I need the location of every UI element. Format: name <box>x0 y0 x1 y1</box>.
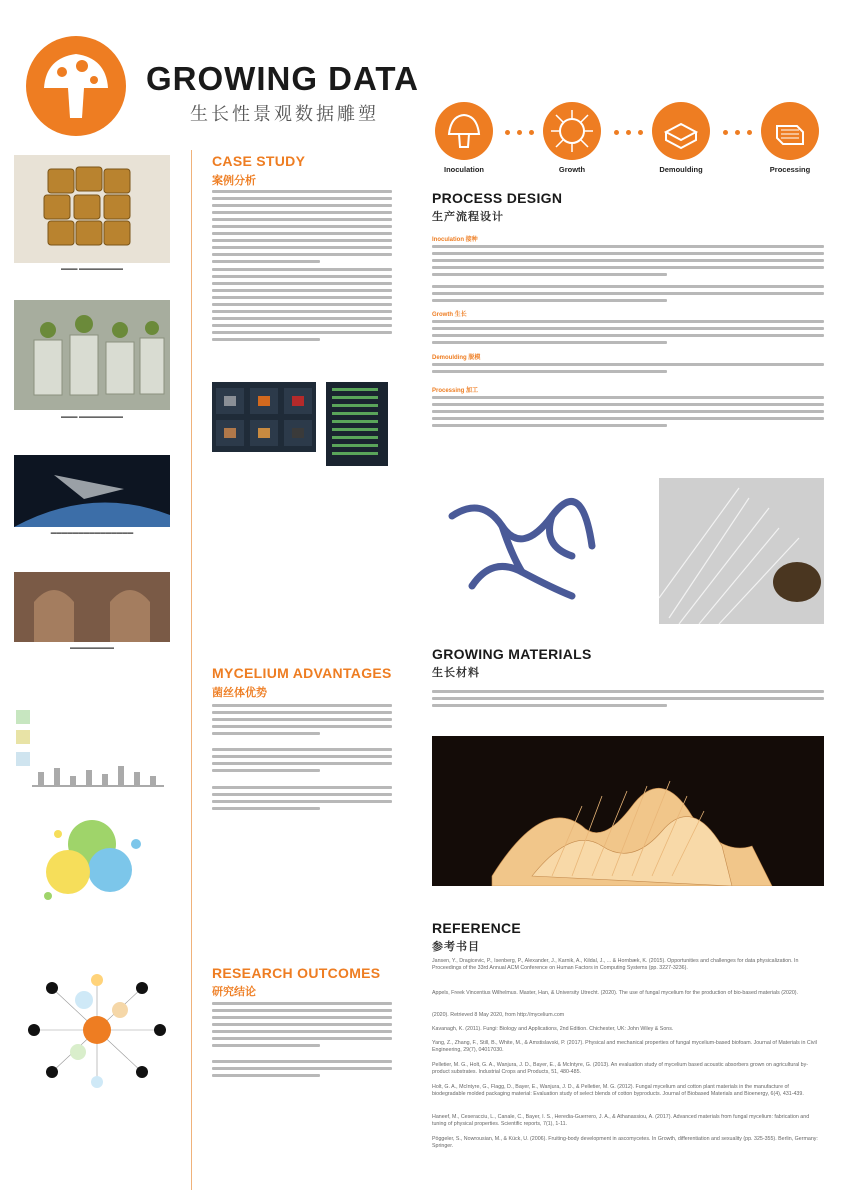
process-design-subtitle: 生产流程设计 <box>432 211 504 223</box>
research-text-2 <box>212 1060 392 1081</box>
step-label-processing: Processing <box>769 165 811 174</box>
caption-3: ▬▬▬▬▬▬▬▬▬▬▬▬▬▬▬ <box>50 530 134 536</box>
reference-title: REFERENCE <box>432 920 522 936</box>
column-divider <box>191 150 192 1190</box>
page-subtitle: 生长性景观数据雕塑 <box>190 104 379 124</box>
growing-materials-title: GROWING MATERIALS <box>432 646 592 662</box>
inoculation-text <box>432 245 824 280</box>
mycelium-title: MYCELIUM ADVANTAGES <box>212 665 392 681</box>
image-mycelium-threads <box>659 478 824 624</box>
mycelium-text <box>212 704 392 739</box>
caption-2: ▬▬▬ ▬▬▬▬▬▬▬▬ <box>60 414 124 420</box>
reference-item: Pelletier, M. G., Holt, G. A., Wanjura, J. D., Bayer, E., & McIntyre, G. (2013). An evaluation study of mycelium based acoustic absorbers grown on agricultural by-product substrates. Industrial Crops and Products, 51, 480-485. <box>432 1062 809 1075</box>
growing-materials-text <box>432 690 824 711</box>
mushroom-logo <box>26 36 126 136</box>
image-mycelium-cubes <box>14 155 170 263</box>
mould-block-icon <box>652 102 710 160</box>
research-text <box>212 1002 392 1051</box>
case-study-text-2 <box>212 268 392 345</box>
reference-item: (2020). Retrieved 8 May 2020, from http://mycelium.com <box>432 1012 565 1018</box>
image-mycelium-microscope <box>432 476 608 624</box>
research-subtitle: 研究结论 <box>212 986 256 998</box>
reference-item: Kavanagh, K. (2011). Fungi: Biology and Applications, 2nd Edition. Chichester, UK: John Wiley & Sons. <box>432 1026 674 1032</box>
growing-materials-subtitle: 生长材料 <box>432 667 480 679</box>
reference-item: Appels, Freek Vincentius Wilhelmus. Master, Han, & University Utrecht. (2020). The use of fungal mycelium for the production of bio-based materials (2020). <box>432 990 799 996</box>
page-title: GROWING DATA <box>146 60 419 97</box>
demoulding-text <box>432 363 824 377</box>
research-title: RESEARCH OUTCOMES <box>212 965 381 981</box>
step-label-inoculation: Inoculation <box>444 165 484 174</box>
inoculation-text-2 <box>432 285 824 306</box>
process-design-title: PROCESS DESIGN <box>432 190 563 206</box>
image-sculpture <box>432 736 824 886</box>
case-study-subtitle: 案例分析 <box>212 175 256 187</box>
image-mycelium-chart <box>14 702 170 802</box>
research-network-diagram <box>22 970 172 1090</box>
growth-text <box>432 320 824 348</box>
sub-processing: Processing 加工 <box>432 388 479 394</box>
screenshot-data-list <box>326 382 388 466</box>
mycelium-text-3 <box>212 786 392 814</box>
reference-item: Jansen, Y., Dragicevic, P., Isenberg, P., Alexander, J., Karnik, A., Kildal, J., ... & Hornbæk, K. (2015). Opportunities and challenges for data physicalization. In Proceedings of the 33rd Annual ACM Conference on Human Factors in Computing Systems (pp. 3227-3236). <box>432 958 799 971</box>
case-study-title: CASE STUDY <box>212 153 306 169</box>
case-study-text <box>212 190 392 267</box>
reference-item: Pöggeler, S., Nowrousian, M., & Kück, U. (2006). Fruiting-body development in ascomycetes. In Growth, differentiation and sexuality (pp. 325-355). Berlin, Germany: Springer. <box>432 1136 818 1149</box>
step-label-demoulding: Demoulding <box>659 165 703 174</box>
processing-text <box>432 396 824 431</box>
reference-item: Haneef, M., Ceseracciu, L., Canale, C., Bayer, I. S., Heredia-Guerrero, J. A., & Athanassiou, A. (2017). Advanced materials from fungal mycelium: fabrication and tuning of physical properties. Scientific reports, 7(1), 1-11. <box>432 1114 810 1127</box>
mycelium-subtitle: 菌丝体优势 <box>212 687 267 699</box>
sub-inoculation: Inoculation 接种 <box>432 237 478 243</box>
mycelium-network-icon <box>543 102 601 160</box>
reference-subtitle: 参考书目 <box>432 941 480 953</box>
image-spaceship-earth <box>14 455 170 527</box>
processed-block-icon <box>761 102 819 160</box>
screenshot-3d-models <box>212 382 316 452</box>
venn-diagram <box>22 812 162 912</box>
reference-item: Holt, G. A., McIntyre, G., Flagg, D., Bayer, E., Wanjura, J. D., & Pelletier, M. G. (2012). Fungal mycelium and cotton plant materials in the manufacture of biodegradable molded packaging material: Evaluation study of select blends of cotton byproducts. Journal of Biobased Materials and Bioenergy, 6(4), 431-439. <box>432 1084 804 1097</box>
mushroom-icon <box>435 102 493 160</box>
caption-4: ▬▬▬▬▬▬▬▬ <box>70 645 114 651</box>
image-growth-jars <box>14 300 170 410</box>
image-cathedral <box>14 572 170 642</box>
caption-1: ▬▬▬ ▬▬▬▬▬▬▬▬ <box>60 266 124 272</box>
mycelium-text-2 <box>212 748 392 776</box>
sub-demoulding: Demoulding 脱模 <box>432 355 481 361</box>
sub-growth: Growth 生长 <box>432 312 467 318</box>
step-label-growth: Growth <box>558 165 586 174</box>
reference-item: Yang, Z., Zhang, F., Still, B., White, M., & Amstislavski, P. (2017). Physical and mechanical properties of fungal mycelium-based biofoam. Journal of Materials in Civil Engineering, 29(7), 04017030. <box>432 1040 817 1053</box>
